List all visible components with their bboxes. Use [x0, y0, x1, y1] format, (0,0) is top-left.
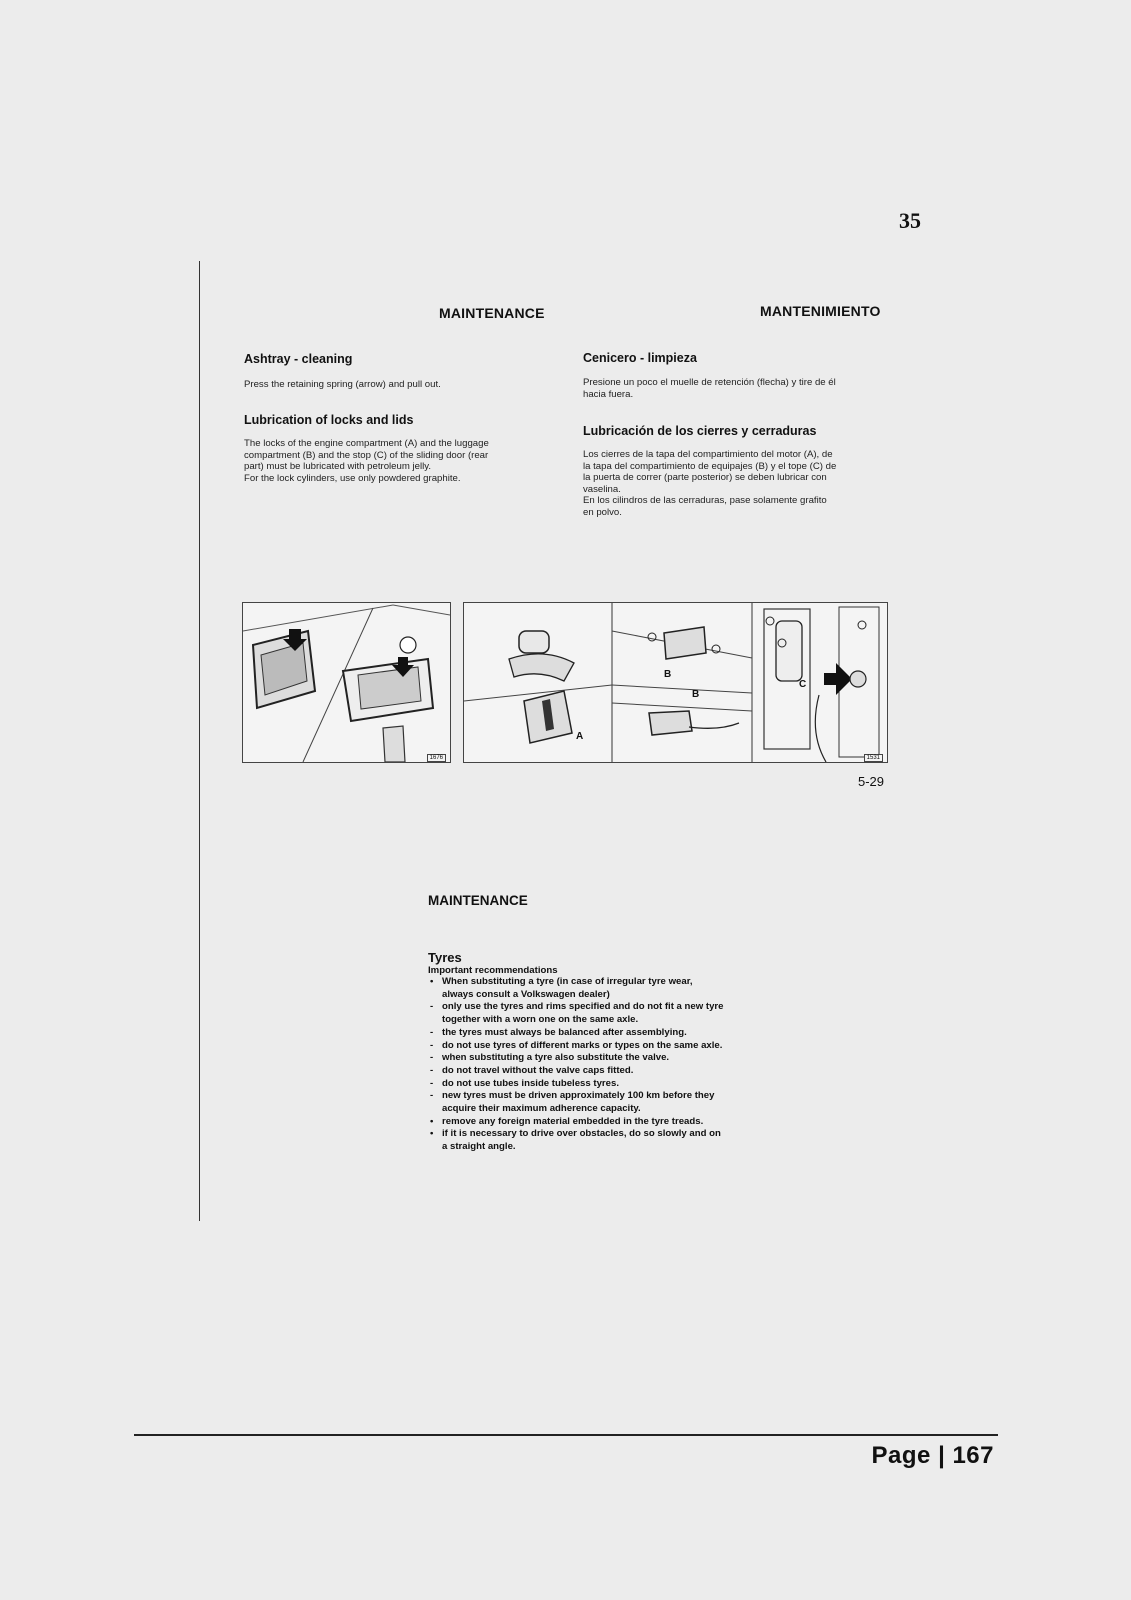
lower-maintenance-header: MAINTENANCE	[428, 893, 528, 908]
list-item: - do not use tyres of different marks or types on the same axle.	[430, 1039, 723, 1051]
cenicero-title: Cenicero - limpieza	[583, 351, 697, 365]
label-b: B	[692, 689, 700, 700]
cenicero-body: Presione un poco el muelle de retención (flecha) y tire de él hacia fuera.	[583, 377, 836, 400]
locks-illustration	[464, 603, 887, 762]
lubrication-body: The locks of the engine compartment (A) and the luggage compartment (B) and the stop (C) of the sliding door (rear part) must be lubricated with petroleum jelly. For the lock cylinders, use only powdered graphite.	[244, 438, 489, 484]
list-item: • if it is necessary to drive over obstacles, do so slowly and on a straight angle.	[430, 1128, 721, 1153]
left-margin-rule	[199, 261, 200, 1221]
tyres-list	[428, 976, 724, 1154]
list-item: - only use the tyres and rims specified and do not fit a new tyre together with a worn one on the same axle.	[430, 1001, 724, 1026]
figure-code: 1676	[427, 754, 446, 762]
list-item: - when substituting a tyre also substitute the valve.	[430, 1052, 670, 1064]
label-a: A	[576, 731, 584, 742]
lubrication-title: Lubrication of locks and lids	[244, 413, 414, 427]
page-reference: 5-29	[858, 774, 885, 789]
tyres-section	[428, 950, 724, 1154]
page-footer: Page | 167	[871, 1442, 994, 1469]
ashtray-figure	[242, 602, 451, 763]
maintenance-header: MAINTENANCE	[439, 305, 545, 321]
list-item: - new tyres must be driven approximately 100 km before they acquire their maximum adherence capacity.	[430, 1090, 715, 1115]
lubricacion-body: Los cierres de la tapa del compartimiento del motor (A), de la tapa del compartimiento de equipajes (B) y el tope (C) de la puerta de correr (parte posterior) se deben lubricar con vaselina. En los cilindros de las cerraduras, pase solamente grafito en polvo.	[583, 449, 837, 518]
ashtray-illustration	[243, 603, 450, 762]
figure-code: 1531	[864, 754, 883, 762]
ashtray-title: Ashtray - cleaning	[244, 352, 353, 366]
list-item: - do not use tubes inside tubeless tyres.	[430, 1077, 619, 1089]
list-item: - do not travel without the valve caps fitted.	[430, 1064, 634, 1076]
ashtray-body: Press the retaining spring (arrow) and pull out.	[244, 379, 441, 390]
label-c: C	[799, 679, 807, 690]
list-item: • remove any foreign material embedded in the tyre treads.	[430, 1115, 704, 1127]
footer-rule	[134, 1434, 998, 1436]
locks-figure	[463, 602, 888, 763]
tyres-title: Tyres	[428, 950, 462, 965]
mantenimiento-header: MANTENIMIENTO	[760, 303, 881, 319]
tyres-subtitle: Important recommendations	[428, 965, 558, 976]
list-item: - the tyres must always be balanced after assemblying.	[430, 1026, 687, 1038]
scan-page-number: 35	[899, 208, 921, 233]
list-item: • When substituting a tyre (in case of irregular tyre wear, always consult a Volkswagen dealer)	[430, 976, 693, 1000]
lubricacion-title: Lubricación de los cierres y cerraduras	[583, 424, 817, 438]
arrow-icon	[824, 663, 852, 695]
label-b: B	[664, 669, 672, 680]
